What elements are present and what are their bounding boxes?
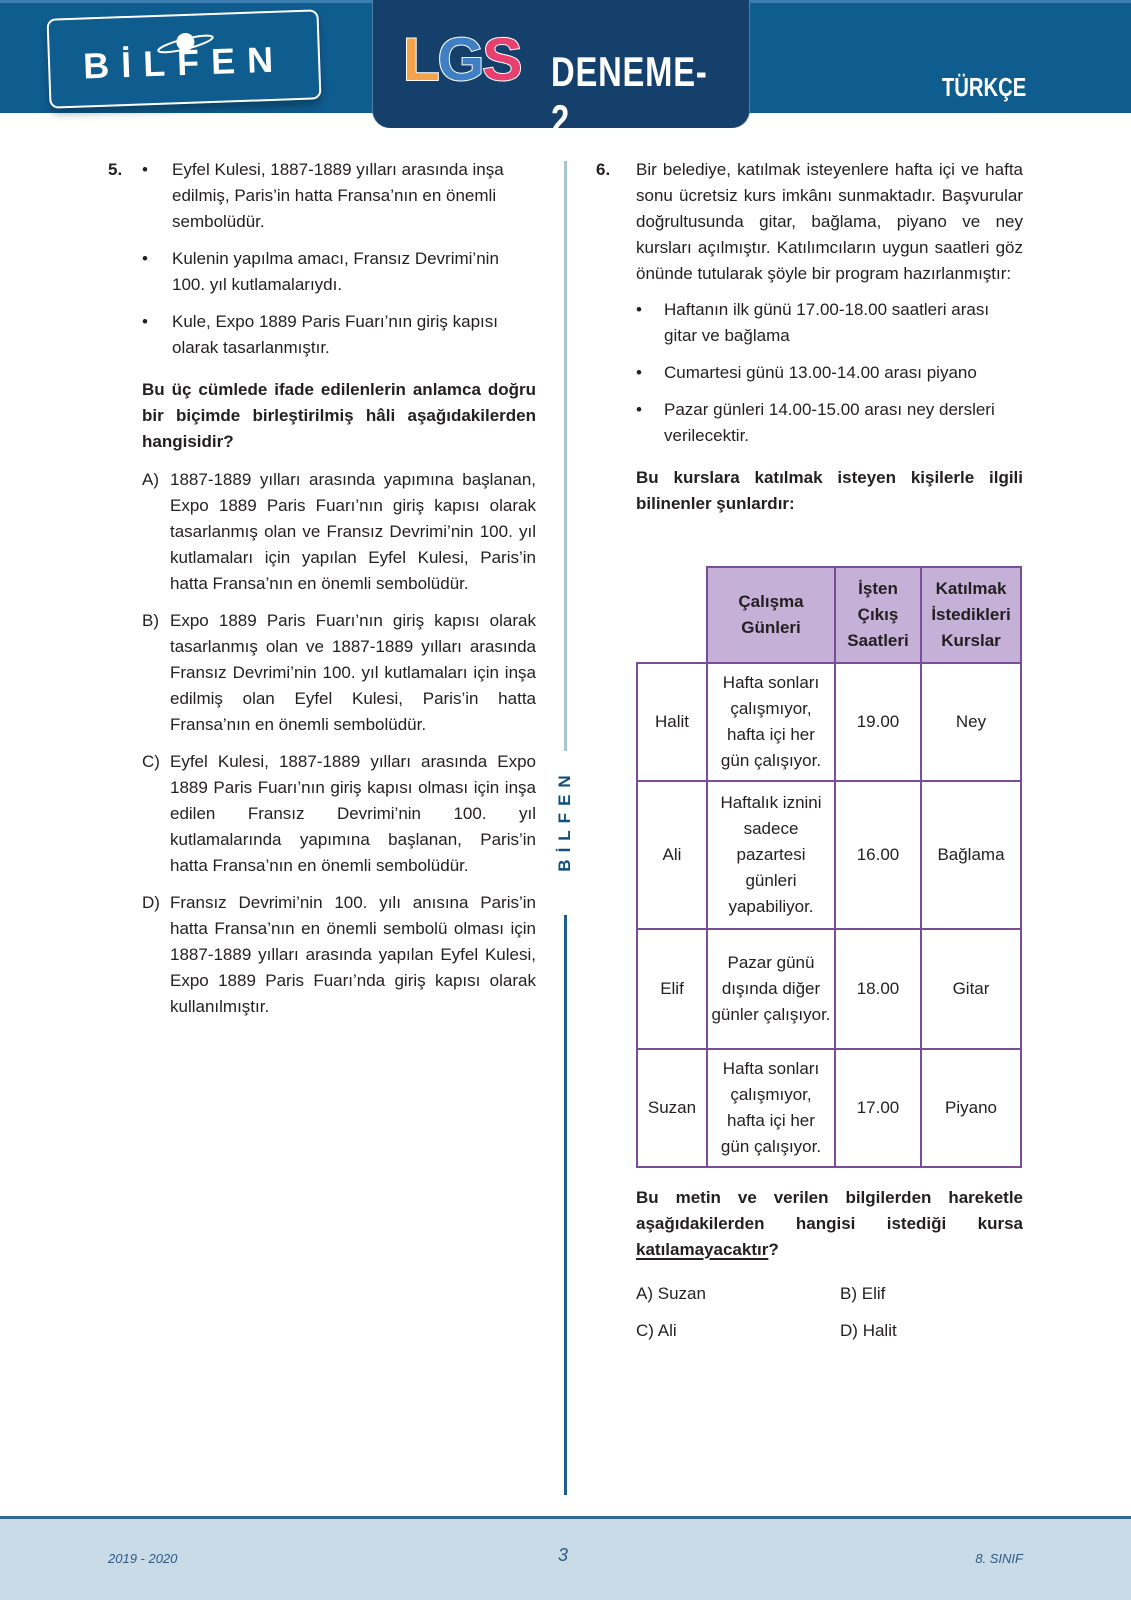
lgs-letter-l: L xyxy=(403,26,438,93)
option-label: C) xyxy=(636,1321,654,1340)
prompt-text: Bu metin ve verilen bilgilerden hareketle aşağıdakilerden hangisi istediği kursa xyxy=(636,1188,1023,1233)
course: Piyano xyxy=(921,1049,1021,1167)
exit-time: 16.00 xyxy=(835,781,921,929)
table-row xyxy=(637,1049,1021,1167)
option-label: D) xyxy=(142,893,160,912)
lgs-letter-s: S xyxy=(482,26,521,93)
person-name: Suzan xyxy=(637,1049,707,1167)
brand-name: BİLFEN xyxy=(82,38,286,87)
table-row xyxy=(637,663,1021,781)
option-text: Ali xyxy=(657,1321,677,1340)
page-header xyxy=(0,0,1131,143)
option-text: Elif xyxy=(861,1284,886,1303)
exam-title-tab xyxy=(372,0,750,143)
working-days: Hafta sonları çalışmıyor, hafta içi her gün çalışıyor. xyxy=(707,1049,835,1167)
statement-item: • Eyfel Kulesi, 1887-1889 yılları arasında inşa edilmiş, Paris’in hatta Fransa’nın en önemli sembolüdür. xyxy=(108,157,536,235)
person-name: Elif xyxy=(637,929,707,1049)
exam-title: DENEME-2 xyxy=(551,48,708,143)
exit-time: 17.00 xyxy=(835,1049,921,1167)
column-divider-top xyxy=(564,161,567,751)
schedule-item: • Cumartesi günü 13.00-14.00 arası piyano xyxy=(636,360,1023,386)
option-label: A) xyxy=(142,470,159,489)
statement-list xyxy=(108,157,536,361)
question-number: 5. xyxy=(108,160,123,179)
option-b[interactable] xyxy=(840,1281,885,1307)
table-header-row xyxy=(637,567,1021,663)
table-row xyxy=(637,781,1021,929)
course: Gitar xyxy=(921,929,1021,1049)
exit-time: 18.00 xyxy=(835,929,921,1049)
page-footer xyxy=(0,1516,1131,1600)
statement-item: • Kulenin yapılma amacı, Fransız Devrimi’nin 100. yıl kutlamalarıydı. xyxy=(108,246,536,298)
option-text: Halit xyxy=(862,1321,897,1340)
option-d[interactable] xyxy=(840,1318,897,1344)
exit-time: 19.00 xyxy=(835,663,921,781)
option-text: Expo 1889 Paris Fuarı’nın giriş kapısı olarak tasarlanmış olan ve 1887-1889 yılları arasında Fransız Devrimi’nin 100. yıl kutlamaları için inşa edilmiş olan Eyfel Kulesi, Paris’in hatta Fransa’nın en önemli sembolüdür. xyxy=(170,611,536,734)
schedule-list xyxy=(636,297,1023,449)
answer-options xyxy=(636,1281,1023,1361)
page-number: 3 xyxy=(558,1545,569,1565)
header-exit-time: İşten Çıkış Saatleri xyxy=(835,567,921,663)
option-text: Eyfel Kulesi, 1887-1889 yılları arasında Expo 1889 Paris Fuarı’nın giriş kapısı olması için inşa edilen Fransız Devrimi’nin 100. yıl kutlamalarında yapımına başlanan, Paris’in hatta Fransa’nın en önemli sembolüdür. xyxy=(170,752,536,875)
working-days: Haftalık iznini sadece pazartesi günleri yapabiliyor. xyxy=(707,781,835,929)
schedule-item: • Pazar günleri 14.00-15.00 arası ney dersleri verilecektir. xyxy=(636,397,1023,449)
option-a[interactable] xyxy=(142,467,536,597)
question-intro: Bir belediye, katılmak isteyenlere hafta içi ve hafta sonu ücretsiz kurs imkânı sunmaktadır. Başvurular doğrultusunda gitar, bağlama, piyano ve ney kursları açılmıştır. Katılımcıların uygun saatleri göz önünde tutularak şöyle bir program hazırlanmıştır: xyxy=(636,160,1023,283)
lgs-logo xyxy=(403,26,521,93)
option-b[interactable] xyxy=(142,608,536,738)
option-label: A) xyxy=(636,1284,653,1303)
subject-title: TÜRKÇE xyxy=(941,72,1026,102)
working-days: Hafta sonları çalışmıyor, hafta içi her gün çalışıyor. xyxy=(707,663,835,781)
prompt-end: ? xyxy=(768,1240,779,1259)
question-5 xyxy=(108,157,536,1031)
school-year: 2019 - 2020 xyxy=(108,1551,178,1566)
prompt-emphasis: katılamayacaktır xyxy=(636,1240,769,1259)
option-label: D) xyxy=(840,1321,858,1340)
header-working-days: Çalışma Günleri xyxy=(707,567,835,663)
option-a[interactable] xyxy=(636,1281,706,1307)
table-lead: Bu kurslara katılmak isteyen kişilerle ilgili bilinenler şunlardır: xyxy=(636,468,1023,513)
brand-logo xyxy=(47,9,322,108)
option-label: B) xyxy=(840,1284,857,1303)
header-courses: Katılmak İstedikleri Kurslar xyxy=(921,567,1021,663)
option-d[interactable] xyxy=(142,890,536,1020)
participants-table xyxy=(636,566,1022,1168)
course: Ney xyxy=(921,663,1021,781)
option-label: C) xyxy=(142,752,160,771)
answer-options xyxy=(142,467,536,1020)
question-number: 6. xyxy=(596,160,611,179)
option-text: Fransız Devrimi’nin 100. yılı anısına Paris’in hatta Fransa’nın en önemli sembolü olması için 1887-1889 yılları arasında yapılan Eyfel Kulesi, Expo 1889 Paris Fuarı’nda giriş kapısı olarak kullanılmıştır. xyxy=(170,893,536,1016)
statement-item: • Kule, Expo 1889 Paris Fuarı’nın giriş kapısı olarak tasarlanmıştır. xyxy=(108,309,536,361)
column-divider-bottom xyxy=(564,915,567,1495)
question-6-footer xyxy=(636,1185,1023,1361)
person-name: Halit xyxy=(637,663,707,781)
course: Bağlama xyxy=(921,781,1021,929)
working-days: Pazar günü dışında diğer günler çalışıyor. xyxy=(707,929,835,1049)
lgs-letter-g: G xyxy=(437,26,483,93)
table-row xyxy=(637,929,1021,1049)
option-c[interactable] xyxy=(142,749,536,879)
schedule-item: • Haftanın ilk günü 17.00-18.00 saatleri arası gitar ve bağlama xyxy=(636,297,1023,349)
empty-corner xyxy=(637,567,707,663)
question-prompt xyxy=(636,1185,1023,1263)
question-prompt: Bu üç cümlede ifade edilenlerin anlamca doğru bir biçimde birleştirilmiş hâli aşağıdakilerden hangisidir? xyxy=(142,380,536,451)
grade-level: 8. SINIF xyxy=(975,1551,1023,1566)
option-c[interactable] xyxy=(636,1318,677,1344)
option-text: 1887-1889 yılları arasında yapımına başlanan, Expo 1889 Paris Fuarı’nın giriş kapısı olarak tasarlanmış olan ve Fransız Devrimi’nin 100. yıl kutlamaları için yapılan Eyfel Kulesi, Paris’in hatta Fransa’nın en önemli sembolüdür. xyxy=(170,470,536,593)
side-brand-logo xyxy=(548,760,582,890)
question-6 xyxy=(598,157,1023,517)
side-brand-text: BİLFEN xyxy=(555,768,574,872)
option-label: B) xyxy=(142,611,159,630)
option-text: Suzan xyxy=(657,1284,706,1303)
person-name: Ali xyxy=(637,781,707,929)
